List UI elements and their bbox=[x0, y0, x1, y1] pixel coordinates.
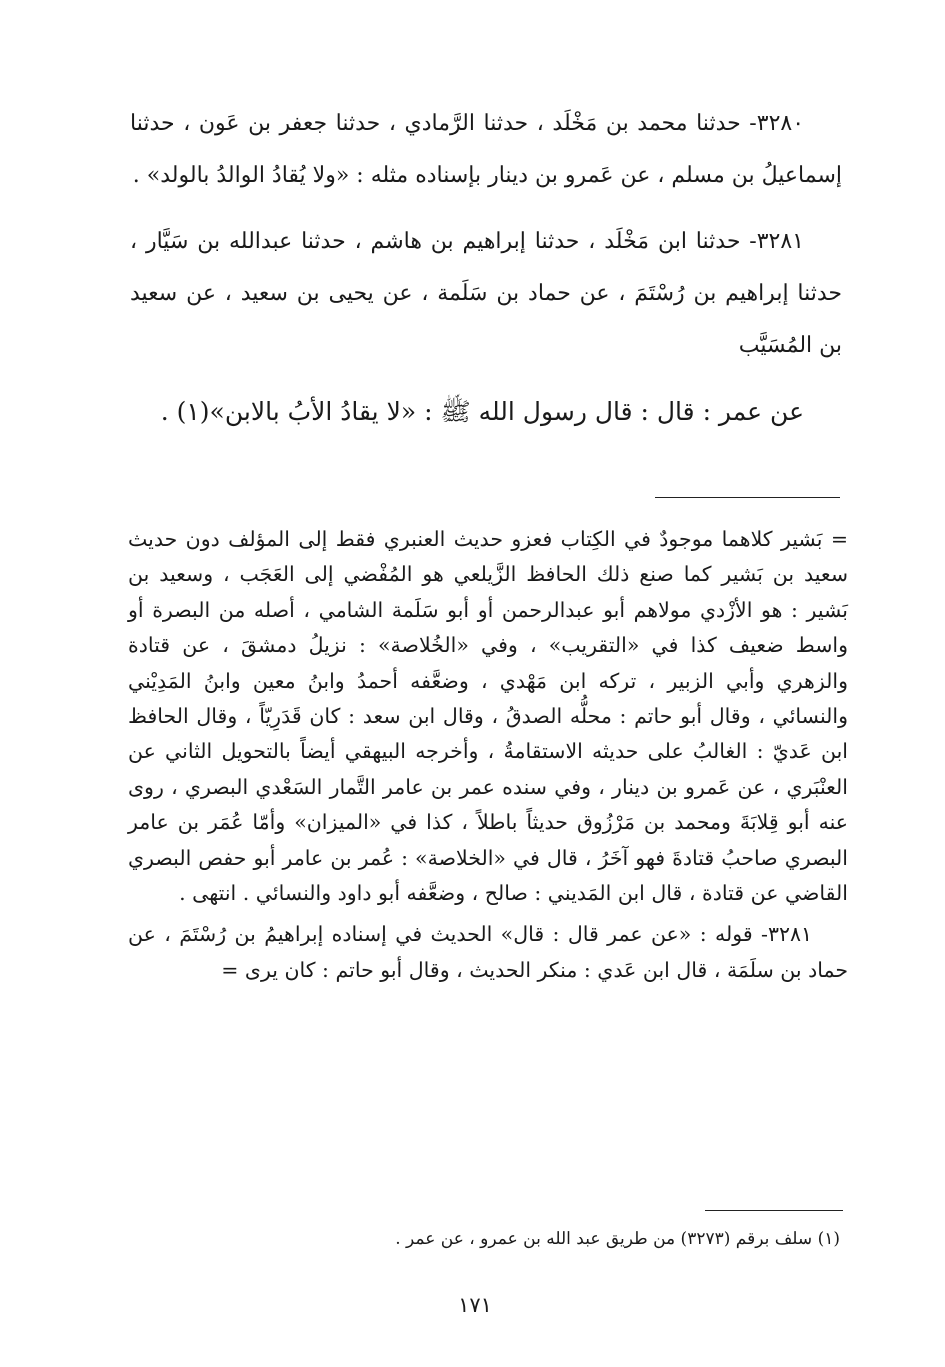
page-number: ١٧١ bbox=[458, 1293, 492, 1317]
commentary-paragraph: = بَشير كلاهما موجودٌ في الكِتاب فعزو حديث العنبري فقط إلى المؤلف دون حديث سعيد بن بَشير كما صنع ذلك الحافظ الزَّيلعي هو المُفْضي إلى العَجَب ، وسعيد بن بَشير : هو الأزْدي مولاهم أبو عبدالرحمن أو أبو سَلَمة الشامي ، أصله من البصرة أو واسط ضعيف كذا في «التقريب» ، وفي «الخُلاصة» : نزيلُ دمشقَ ، عن قتادة والزهري وأبي الزبير ، تركه ابن مَهْدي ، وضعَّفه أحمدُ وابنُ معين وابنُ المَدِيْني والنسائي ، وقال أبو حاتم : محلُّه الصدقُ ، وقال ابن سعد : كان قَدَرِيّاً ، وقال الحافظ ابن عَديّ : الغالبُ على حديثه الاستقامةُ ، وأخرجه البيهقي أيضاً بالتحويل الثاني عن العنْبَري ، عن عَمرو بن دينار ، وفي سنده عمر بن عامر التَّمار السَعْدي البصري ، روى عنه أبو قِلابَةَ ومحمد بن مَرْزُوق حديثاً باطلاً ، كذا في «الميزان» وأمّا عُمَر بن عامر البصري صاحبُ قتادةَ فهو آخَرُ ، قال في «الخلاصة» : عُمر بن عامر أبو حفص البصري القاضي عن قتادة ، قال ابن المَديني : صالح ، وضعَّفه أبو داود والنسائي . انتهى . bbox=[128, 527, 848, 906]
footnote-text: (١) سلف برقم (٣٢٧٣) من طريق عبد الله بن عمرو ، عن عمر . bbox=[395, 1229, 840, 1249]
hadith-3280: ٣٢٨٠- حدثنا محمد بن مَخْلَد ، حدثنا الرَّمادي ، حدثنا جعفر بن عَون ، حدثنا إسماعيلُ بن مسلم ، عن عَمرو بن دينار بإسناده مثله : «ولا يُقادُ الوالدُ بالولد» . bbox=[130, 111, 842, 188]
commentary-separator bbox=[655, 497, 840, 498]
footnote-separator bbox=[705, 1210, 843, 1211]
hadith-3281-isnad: ٣٢٨١- حدثنا ابن مَخْلَد ، حدثنا إبراهيم بن هاشم ، حدثنا عبدالله بن سَيَّار ، حدثنا إبراهيم بن رُسْتَمَ ، عن حماد بن سَلَمة ، عن يحيى بن سعيد ، عن سعيد بن المُسَيَّب bbox=[130, 229, 842, 358]
commentary bbox=[128, 522, 848, 994]
commentary-paragraph-3281: ٣٢٨١- قوله : «عن عمر قال : قال» الحديث في إسناده إبراهيمُ بن رُسْتَمَ ، عن حماد بن سلَمَة ، قال ابن عَدي : منكر الحديث ، وقال أبو حاتم : كان يرى = bbox=[128, 922, 848, 982]
hadith-3281-matn: عن عمر : قال : قال رسول الله ﷺ : «لا يقادُ الأبُ بالابن»(١) . bbox=[160, 397, 804, 426]
hadith-text bbox=[130, 98, 842, 452]
footnote bbox=[200, 1222, 840, 1256]
